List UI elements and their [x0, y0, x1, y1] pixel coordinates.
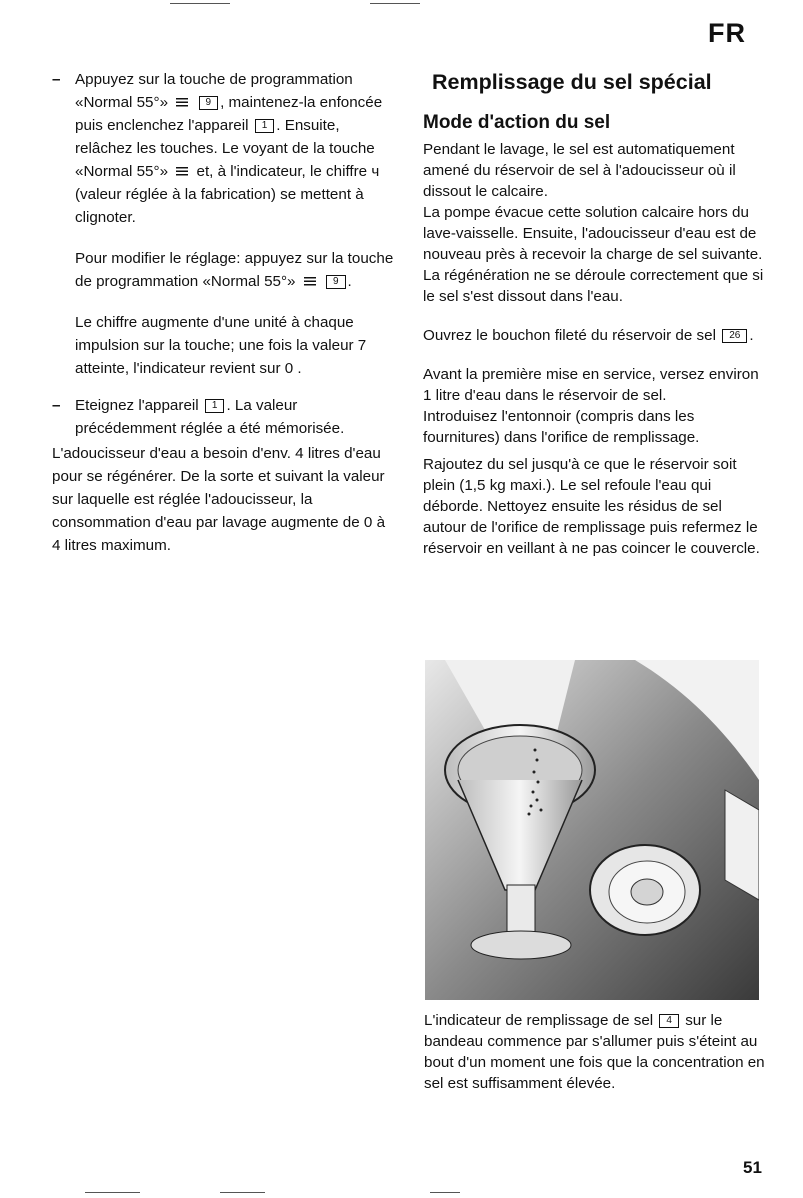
text: . La valeur précédemment réglée a été mémorisée. [75, 397, 345, 437]
text: , maintenez-la enfoncée puis enclenchez l'appareil [75, 94, 383, 134]
instruction-bullet [52, 394, 397, 440]
salt-funnel-illustration [425, 660, 759, 1000]
key-ref: 4 [659, 1014, 679, 1028]
text: . Ensuite, relâchez les touches. Le voyant de la touche «Normal 55°» [75, 117, 375, 180]
text: L'indicateur de remplissage de sel [424, 1012, 654, 1029]
text: Appuyez sur la touche de programmation «Normal 55°» [75, 71, 353, 111]
scan-mark [170, 3, 230, 4]
paragraph: L'adoucisseur d'eau a besoin d'env. 4 litres d'eau pour se régénérer. De la sorte et suivant la valeur sur laquelle est réglée l'adoucisseur, la consommation d'eau par lavage augmente de 0 à 4 litres maximum. [52, 445, 386, 554]
photo-caption [424, 1010, 769, 1094]
paragraph: Rajoutez du sel jusqu'à ce que le réservoir soit plein (1,5 kg maxi.). Le sel refoule l'eau qui déborde. Nettoyez ensuite les résidus de sel autour de l'orifice de remplissage puis refermez le réservoir en veillant à ne pas coincer le couvercle. [423, 456, 760, 557]
text: Eteignez l'appareil [75, 397, 199, 414]
key-ref: 9 [326, 275, 346, 289]
page-number: 51 [743, 1158, 762, 1177]
wash-program-icon [304, 277, 316, 286]
scan-mark [430, 1192, 460, 1193]
key-ref: 26 [722, 329, 747, 343]
text: Pour modifier le réglage: appuyez sur la touche de programmation «Normal 55°» [75, 250, 394, 290]
salt-funnel-photo [425, 660, 759, 1000]
right-column [423, 112, 768, 559]
language-label: FR [708, 18, 746, 48]
scan-mark [85, 1192, 140, 1193]
paragraph: Pendant le lavage, le sel est automatiquement amené du réservoir de sel à l'adoucisseur où il dissout le calcaire. [423, 141, 736, 200]
paragraph: Le chiffre augmente d'une unité à chaque impulsion sur la touche; une fois la valeur 7 atteinte, l'indicateur revient sur 0 . [75, 314, 367, 377]
paragraph: Introduisez l'entonnoir (compris dans les fournitures) dans l'orifice de remplissage. [423, 408, 700, 446]
text: Ouvrez le bouchon fileté du réservoir de sel [423, 327, 716, 344]
wash-program-icon [176, 98, 188, 107]
paragraph: La régénération ne se déroule correctement que si le sel s'est dissout dans l'eau. [423, 267, 764, 305]
scan-mark [220, 1192, 265, 1193]
section-title: Remplissage du sel spécial [432, 70, 712, 94]
key-ref: 9 [199, 96, 219, 110]
key-ref: 1 [255, 119, 275, 133]
paragraph [423, 325, 768, 346]
instruction-bullet [52, 68, 397, 229]
paragraph: La pompe évacue cette solution calcaire hors du lave-vaisselle. Ensuite, l'adoucisseur d'eau est de nouveau près à recevoir la charge de sel suivante. [423, 204, 763, 263]
key-ref: 1 [205, 399, 225, 413]
text: . [347, 273, 352, 290]
left-column [52, 68, 397, 557]
text: sur le bandeau commence par s'allumer puis s'éteint au bout d'un moment une fois que la concentration en sel est suffisamment élevée. [424, 1012, 765, 1092]
scan-mark [370, 3, 420, 4]
wash-program-icon [176, 167, 188, 176]
paragraph: Avant la première mise en service, versez environ 1 litre d'eau dans le réservoir de sel. [423, 366, 759, 404]
text: . [749, 327, 754, 344]
text: et, à l'indicateur, le chiffre ч (valeur réglée à la fabrication) se mettent à clignoter. [75, 163, 380, 226]
subsection-title: Mode d'action du sel [423, 112, 611, 133]
paragraph [52, 247, 397, 293]
